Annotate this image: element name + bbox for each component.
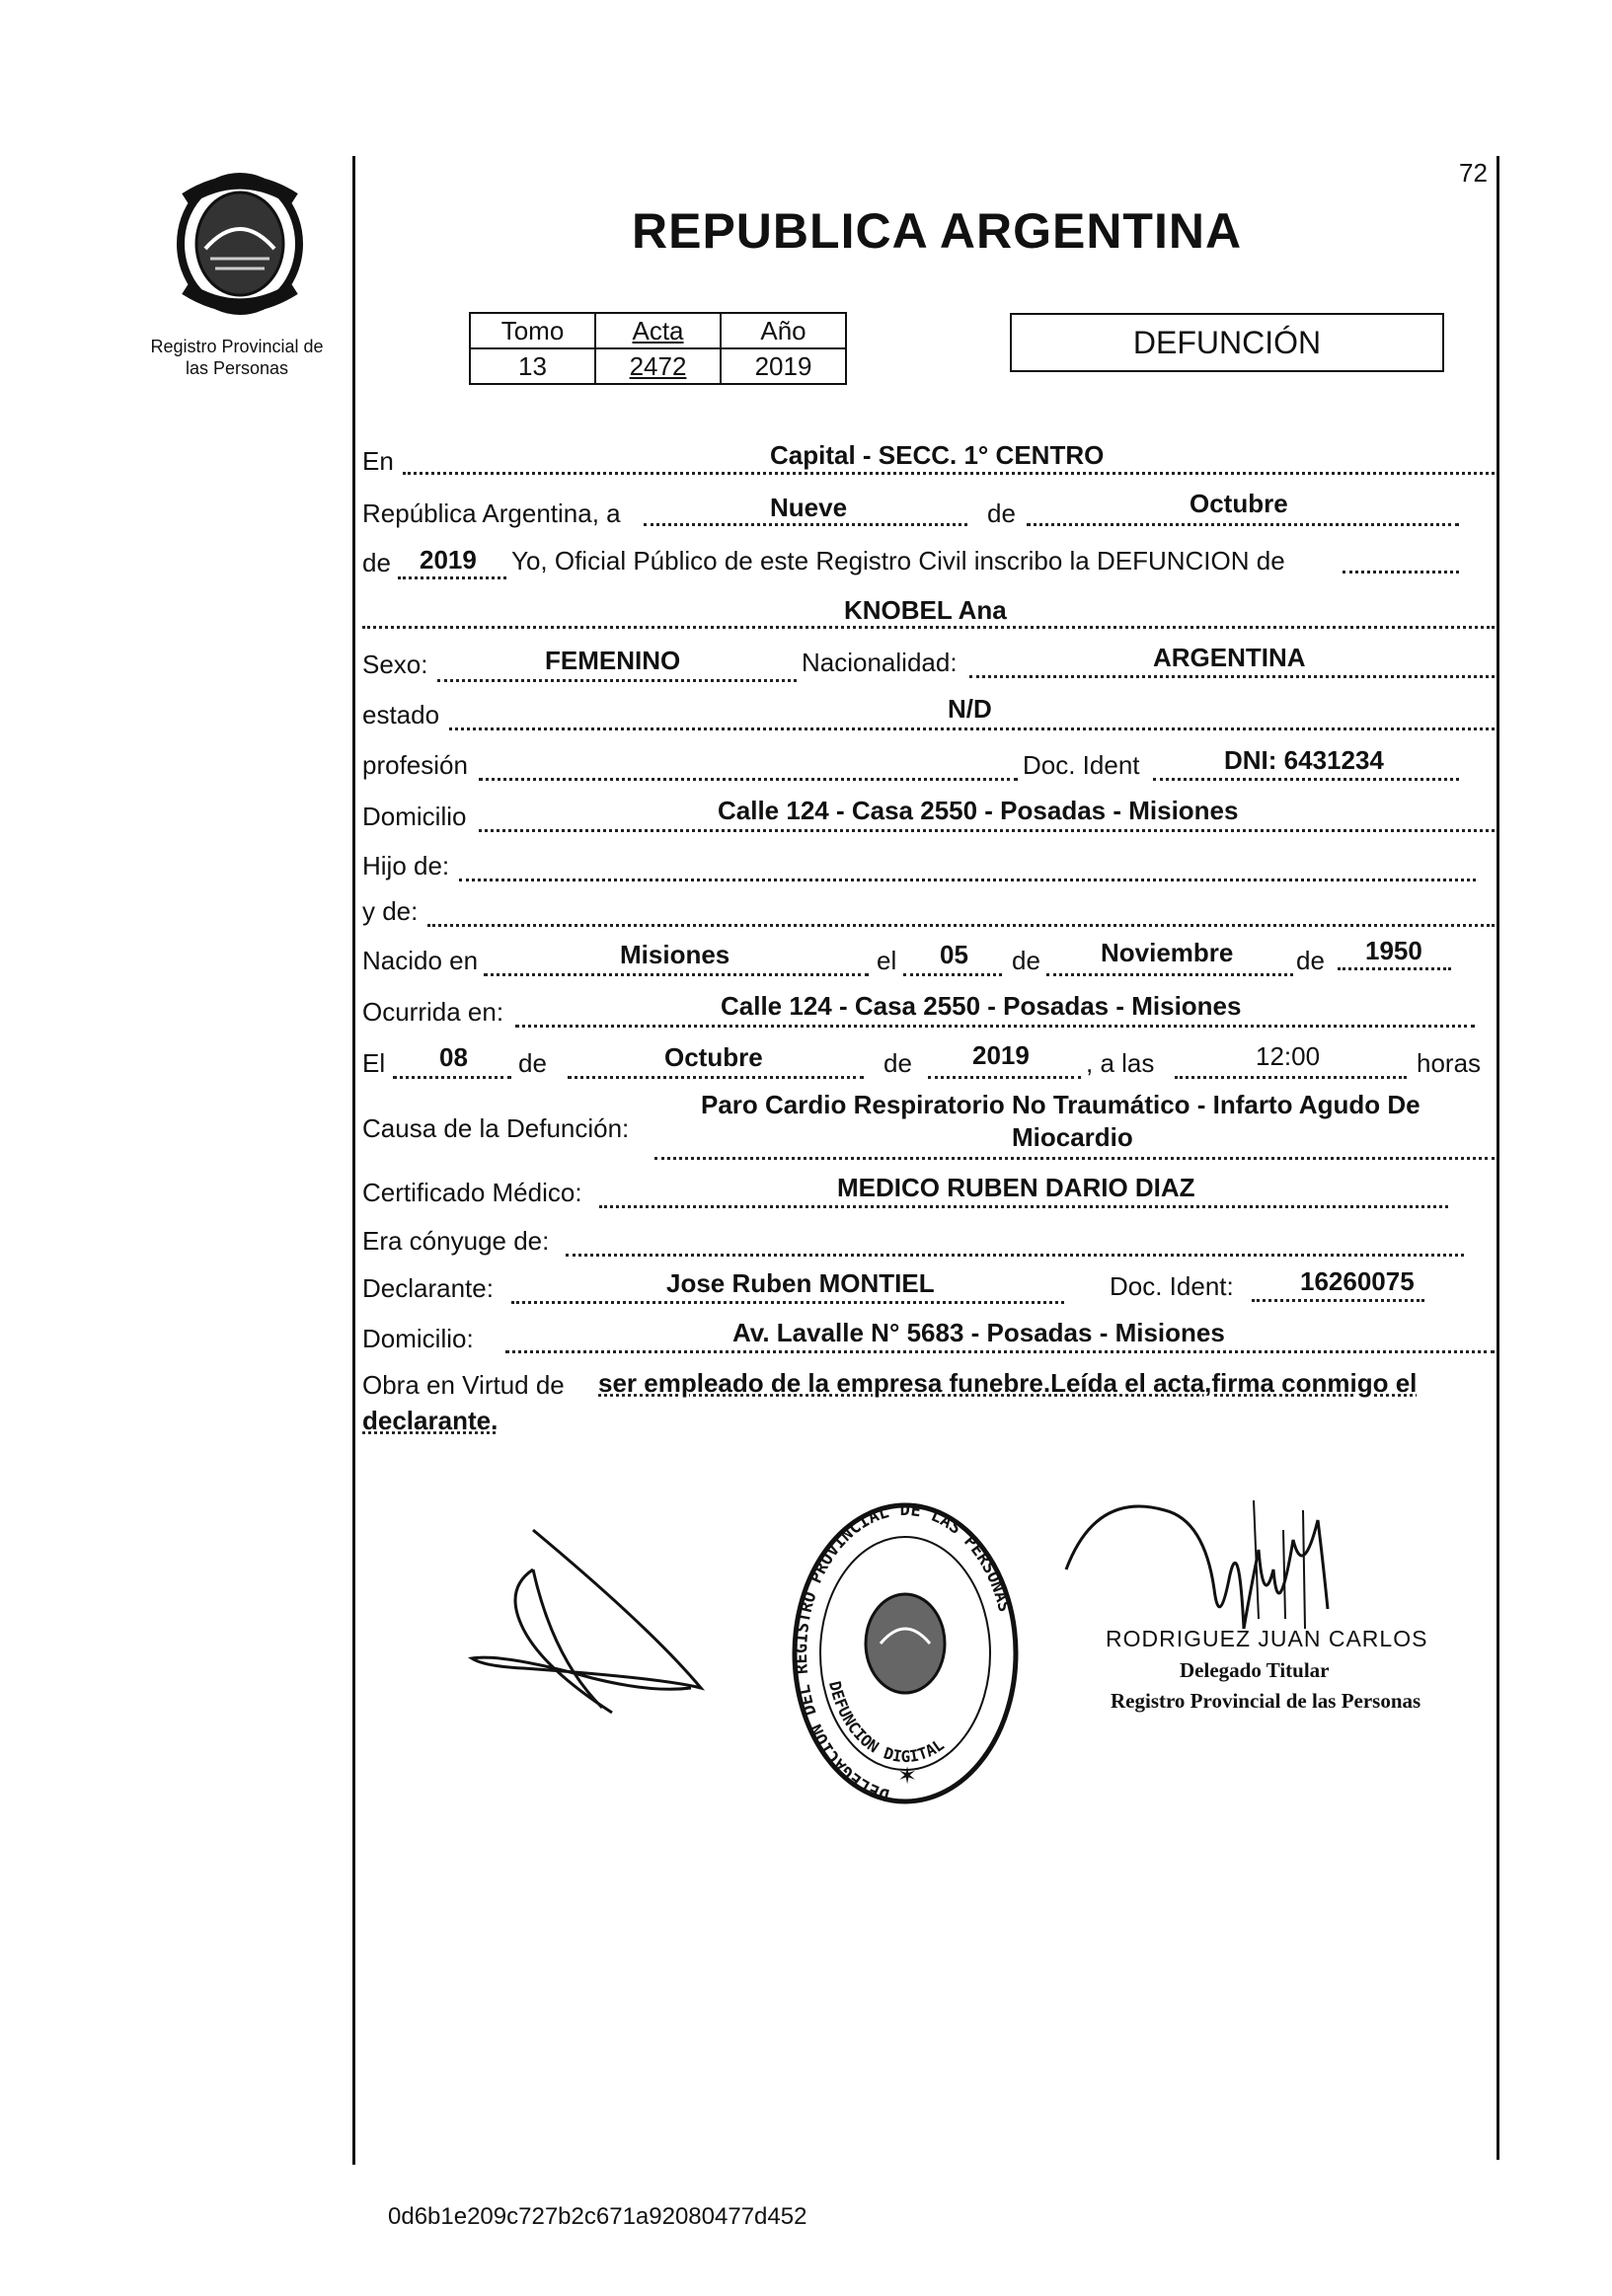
de3-label: de [1012,946,1040,975]
declarante-value: Jose Ruben MONTIEL [666,1268,935,1298]
domicilio2-label: Domicilio: [362,1324,474,1353]
month-dotted-line [1027,523,1459,526]
el-label: el [877,946,897,975]
def-mes-dotted-line [568,1076,864,1079]
doc-ident-value: DNI: 6431234 [1224,745,1384,775]
doc-ident2-dotted-line [1252,1299,1424,1302]
day-dotted-line [644,523,967,526]
doc-ident2-label: Doc. Ident: [1110,1271,1234,1301]
acta-value: 2472 [595,348,721,384]
nacionalidad-label: Nacionalidad: [802,648,958,677]
nacido-mes-dotted-line [1046,973,1293,976]
signer-name: RODRIGUEZ JUAN CARLOS [1106,1626,1428,1651]
de4-label: de [1296,946,1325,975]
right-margin-line [1497,156,1499,2160]
doc-ident2-value: 16260075 [1300,1266,1415,1296]
signature-block [1086,1626,1461,1714]
tomo-value: 13 [470,348,595,384]
def-hora-dotted-line [1175,1076,1407,1079]
certificado-dotted-line [599,1205,1448,1208]
domicilio2-dotted-line [505,1350,1495,1353]
causa-line1: Paro Cardio Respiratorio No Traumático - Infarto Agudo De [701,1090,1420,1119]
logo-caption-line1: Registro Provincial de [150,337,324,356]
name-dotted-line [362,626,1495,629]
province-seal-logo [166,170,314,318]
year-value: 2019 [420,545,477,574]
obra-value: ser empleado de la empresa funebre.Leída el acta,firma conmigo el [598,1368,1418,1398]
en-label: En [362,446,394,476]
sexo-dotted-line [437,679,797,682]
el2-label: El [362,1048,386,1078]
page-title: REPUBLICA ARGENTINA [632,203,1243,259]
nacido-dia: 05 [940,940,968,969]
ocurrida-value: Calle 124 - Casa 2550 - Posadas - Misiones [721,991,1242,1021]
domicilio-dotted-line [479,829,1495,832]
domicilio-value: Calle 124 - Casa 2550 - Posadas - Misiones [718,796,1239,825]
left-margin-line [352,156,355,2165]
doc-ident-label: Doc. Ident [1023,750,1140,780]
profesion-label: profesión [362,750,468,780]
stamp-inner-text: DEFUNCION DIGITAL [825,1679,948,1767]
nacido-lugar: Misiones [620,940,730,969]
certificado-label: Certificado Médico: [362,1178,582,1207]
domicilio-label: Domicilio [362,802,467,831]
de6-label: de [883,1048,912,1078]
nacido-dia-dotted-line [903,973,1002,976]
estado-label: estado [362,700,440,729]
y-de-dotted-line [427,924,1495,927]
year-dotted-line [398,576,506,579]
signer-role: Delegado Titular [1180,1658,1330,1682]
estado-dotted-line [449,727,1495,730]
conyuge-dotted-line [566,1254,1464,1257]
profesion-dotted-line [479,778,1018,781]
en-value: Capital - SECC. 1° CENTRO [770,440,1105,470]
day-word: Nueve [770,493,848,522]
ano-label: Año [721,313,846,348]
y-de-label: y de: [362,896,419,926]
certificado-value: MEDICO RUBEN DARIO DIAZ [837,1173,1195,1202]
nacido-ano: 1950 [1365,936,1422,965]
logo-caption [138,336,336,379]
de5-label: de [518,1048,547,1078]
de-label: de [987,498,1016,528]
obra-value2: declarante. [362,1406,499,1435]
causa-line2: Miocardio [1012,1122,1133,1152]
nacido-ano-dotted-line [1338,967,1451,970]
de2-label: de [362,548,391,577]
deceased-name: KNOBEL Ana [844,595,1007,625]
declarant-signature [464,1520,730,1718]
def-ano-dotted-line [928,1076,1081,1079]
logo-caption-line2: las Personas [185,358,289,378]
tomo-label: Tomo [470,313,595,348]
acta-label: Acta [595,313,721,348]
a-las-label: , a las [1086,1048,1155,1078]
declarante-dotted-line [511,1301,1064,1304]
obra-label: Obra en Virtud de [362,1370,565,1400]
horas-label: horas [1417,1048,1482,1078]
sexo-label: Sexo: [362,650,428,679]
def-dia-dotted-line [393,1076,511,1079]
svg-text:DEFUNCION DIGITAL [825,1679,948,1766]
nacionalidad-value: ARGENTINA [1153,643,1306,672]
record-type-box: DEFUNCIÓN [1010,313,1444,372]
yo-dotted-line [1343,571,1459,574]
signer-office: Registro Provincial de las Personas [1111,1689,1421,1713]
hijo-dotted-line [459,879,1476,881]
declarante-label: Declarante: [362,1273,494,1303]
doc-ident-dotted-line [1153,778,1459,781]
domicilio2-value: Av. Lavalle N° 5683 - Posadas - Misiones [732,1318,1225,1347]
ocurrida-label: Ocurrida en: [362,997,504,1027]
causa-label: Causa de la Defunción: [362,1113,630,1143]
conyuge-label: Era cónyuge de: [362,1226,550,1256]
def-ano: 2019 [972,1040,1030,1070]
en-dotted-line [403,472,1495,475]
causa-dotted-line [654,1157,1495,1160]
nacionalidad-dotted-line [969,675,1495,678]
sexo-value: FEMENINO [545,646,681,675]
official-signature [1056,1481,1382,1648]
acta-table [469,312,847,385]
republica-label: República Argentina, a [362,498,621,528]
nacido-lugar-dotted-line [484,973,869,976]
ano-value: 2019 [721,348,846,384]
yo-text: Yo, Oficial Público de este Registro Civil inscribo la DEFUNCION de [511,546,1285,575]
official-stamp [787,1495,1024,1811]
nacido-label: Nacido en [362,946,479,975]
def-hora: 12:00 [1256,1041,1321,1071]
ocurrida-dotted-line [515,1025,1475,1028]
document-hash: 0d6b1e209c727b2c671a92080477d452 [388,2203,807,2230]
def-dia: 08 [439,1042,468,1072]
hijo-label: Hijo de: [362,851,450,880]
def-mes: Octubre [664,1042,763,1072]
estado-value: N/D [948,694,992,724]
month-word: Octubre [1190,489,1288,518]
stamp-outer-text: DELEGACION DEL REGISTRO PROVINCIAL DE LAS PERSONAS [791,1499,1015,1804]
nacido-mes: Noviembre [1101,938,1234,967]
page-number: 72 [1459,158,1488,188]
svg-text:✶: ✶ [897,1763,918,1790]
